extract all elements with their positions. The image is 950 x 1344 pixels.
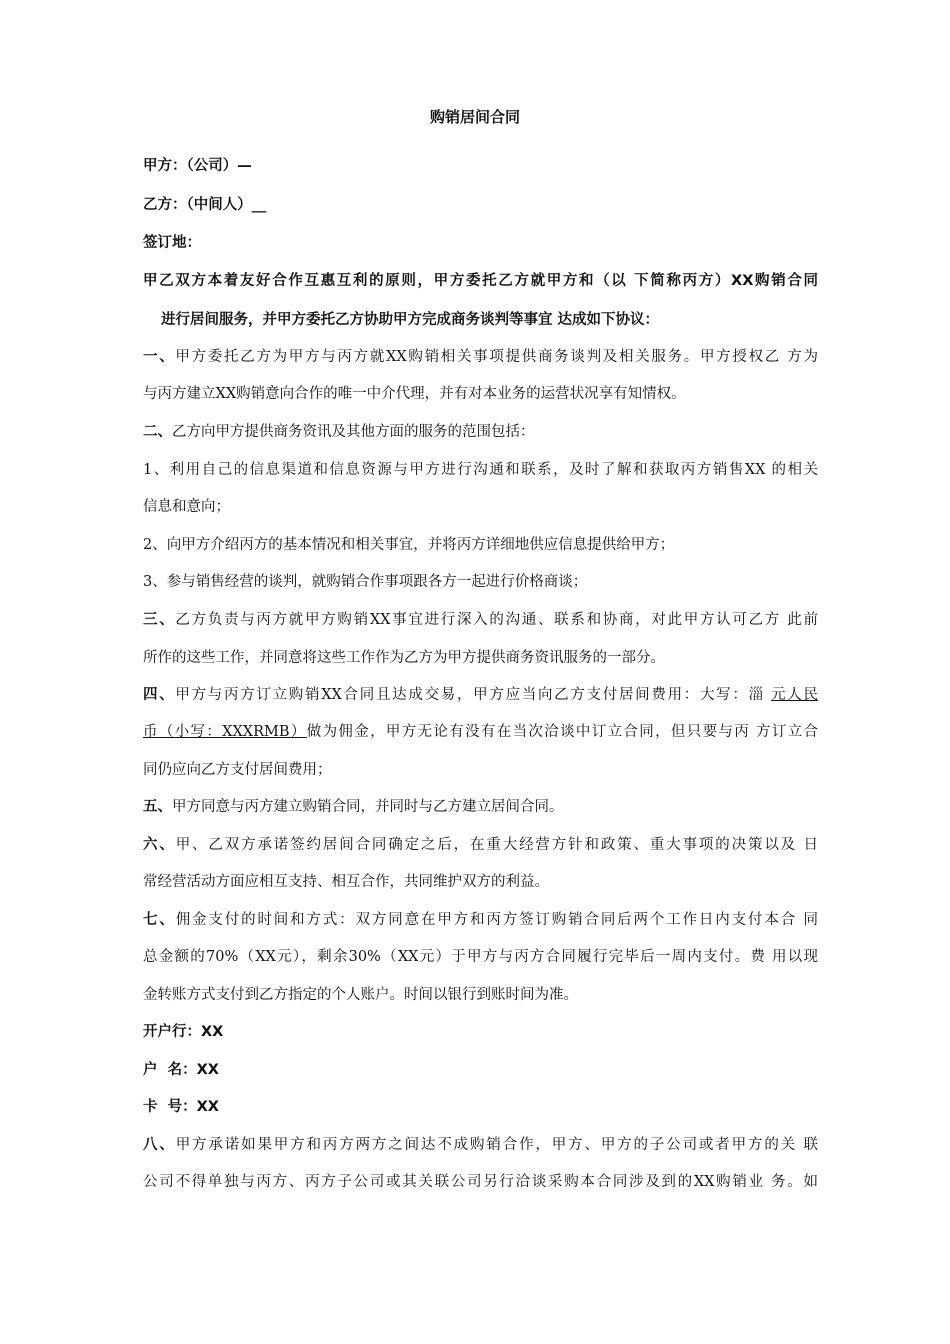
clause-2-number: 二、 — [143, 424, 172, 440]
intro-line-1: 甲乙双方本着友好合作互惠互利的原则，甲方委托乙方就甲方和（以 下简称丙方）XX购销合同 — [143, 273, 818, 289]
clause-1-line-1 — [143, 347, 818, 367]
clause-7-line-3: 金转账方式支付到乙方指定的个人账户。时间以银行到账时间为准。 — [143, 987, 578, 1003]
clause-7-number: 七、 — [143, 912, 176, 928]
clause-4-amount-figures: 币（小写：XXXRMB） — [143, 724, 307, 740]
party-a-line: 甲方：（公司）— — [143, 158, 252, 174]
clause-6-text-1: 甲、乙双方承诺签约居间合同确定之后，在重大经营方针和政策、重大事项的决策以及 日 — [175, 837, 818, 853]
clause-2-text-1: 乙方向甲方提供商务资讯及其他方面的服务的范围包括： — [172, 424, 535, 440]
clause-2-item-1-line-1: 1、利用自己的信息渠道和信息资源与甲方进行沟通和联系，及时了解和获取丙方销售XX 的相关 — [143, 462, 818, 478]
account-name-line — [143, 1060, 818, 1080]
clause-4-text-2: 做为佣金，甲方无论有没有在当次洽谈中订立合同，但只要与丙 方订立合 — [306, 724, 819, 740]
party-b-line: 乙方：（中间人）__ — [143, 197, 267, 213]
clause-8-line-2: 公司不得单独与丙方、丙方子公司或其关联公司另行洽谈采购本合同涉及到的XX购销业 务。如 — [143, 1174, 818, 1190]
clause-8-text-1: 甲方承诺如果甲方和丙方两方之间达不成购销合作，甲方、甲方的子公司或者甲方的关 联 — [175, 1137, 818, 1153]
clause-1-number: 一、 — [143, 349, 176, 365]
clause-6-line-2: 常经营活动方面应相互支持、相互合作，共同维护双方的利益。 — [143, 874, 549, 890]
clause-4-line-1 — [143, 685, 818, 705]
clause-1-line-2: 与丙方建立XX购销意向合作的唯一中介代理，并有对本业务的运营状况享有知情权。 — [143, 386, 686, 402]
account-name-value: XX — [196, 1062, 219, 1078]
bank-label: 开户行： — [143, 1024, 201, 1040]
clause-3-line-1 — [143, 610, 818, 630]
clause-7-line-2: 总金额的70%（XX元），剩余30%（XX元）于甲方与丙方合同履行完毕后一周内支付。费 用以现 — [143, 949, 818, 965]
card-number-value: XX — [196, 1099, 219, 1115]
clause-2-item-1-line-2: 信息和意向； — [143, 499, 230, 515]
clause-8-line-1 — [143, 1135, 818, 1155]
bank-value: XX — [201, 1024, 224, 1040]
clause-2-item-2: 2、向甲方介绍丙方的基本情况和相关事宜，并将丙方详细地供应信息提供给甲方； — [143, 537, 675, 553]
clause-4-line-2 — [143, 722, 818, 742]
clause-3-line-2: 所作的这些工作，并同意将这些工作作为乙方为甲方提供商务资讯服务的一部分。 — [143, 650, 665, 666]
clause-6-line-1 — [143, 835, 818, 855]
intro-line-2: 进行居间服务，并甲方委托乙方协助甲方完成商务谈判等事宜 达成如下协议： — [161, 312, 660, 328]
clause-4-text-1: 甲方与丙方订立购销XX合同且达成交易，甲方应当向乙方支付居间费用：大写：淄 — [175, 687, 772, 703]
clause-3-text-1: 乙方负责与丙方就甲方购销XX事宜进行深入的沟通、联系和协商，对此甲方认可乙方 此前 — [175, 612, 818, 628]
clause-2-line-1 — [143, 422, 818, 442]
clause-4-number: 四、 — [143, 687, 176, 703]
clause-8-number: 八、 — [143, 1137, 176, 1153]
document-title: 购销居间合同 — [429, 108, 520, 126]
sign-place-line: 签订地： — [143, 235, 201, 251]
clause-6-number: 六、 — [143, 837, 176, 853]
clause-2-item-3: 3、参与销售经营的谈判，就购销合作事项跟各方一起进行价格商谈； — [143, 574, 588, 590]
clause-3-number: 三、 — [143, 612, 176, 628]
clause-5-line-1 — [143, 797, 818, 817]
card-number-label: 卡 号： — [143, 1099, 197, 1115]
card-number-line — [143, 1097, 818, 1117]
clause-4-line-3: 同仍应向乙方支付居间费用； — [143, 762, 332, 778]
account-name-label: 户 名： — [143, 1062, 197, 1078]
clause-7-line-1 — [143, 910, 818, 930]
clause-1-text-1: 甲方委托乙方为甲方与丙方就XX购销相关事项提供商务谈判及相关服务。甲方授权乙 方为 — [175, 349, 818, 365]
clause-7-text-1: 佣金支付的时间和方式：双方同意在甲方和丙方签订购销合同后两个工作日内支付本合 同 — [175, 912, 818, 928]
clause-5-text-1: 甲方同意与丙方建立购销合同，并同时与乙方建立居间合同。 — [172, 799, 564, 815]
clause-4-amount-words: 元人民 — [771, 687, 818, 703]
clause-5-number: 五、 — [143, 799, 172, 815]
bank-line — [143, 1022, 818, 1042]
